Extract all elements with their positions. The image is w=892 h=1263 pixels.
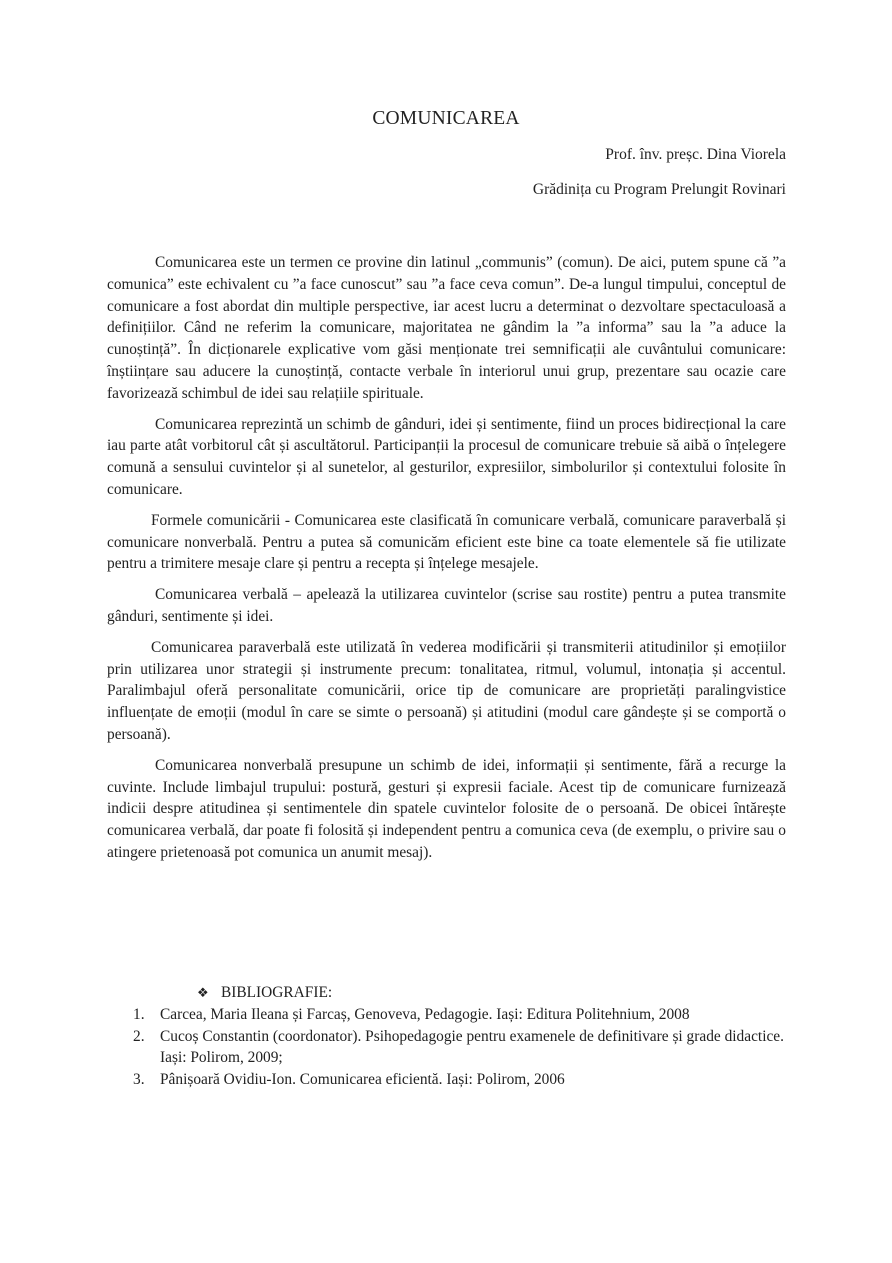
bibliography-title: BIBLIOGRAFIE: [221, 984, 333, 1001]
item-text: Cucoș Constantin (coordonator). Psihopedagogie pentru examenele de definitivare și grade didactice. Iași: Polirom, 2009; [160, 1027, 784, 1067]
paragraph-forms: Formele comunicării - Comunicarea este clasificată în comunicare verbală, comunicare paraverbală și comunicare nonverbală. Pentru a putea să comunicăm eficient este bine ca toate elementele să fie utilizate pentru a trimitere mesaje clare și pentru a recepta și înțelege mesajele. [107, 511, 786, 573]
item-number: 3. [133, 1071, 145, 1089]
bibliography-section [107, 982, 797, 1091]
item-text: Pânișoară Ovidiu-Ion. Comunicarea eficientă. Iași: Polirom, 2006 [160, 1071, 565, 1089]
author-line: Prof. înv. preșc. Dina Viorela [605, 146, 786, 163]
body-text [107, 252, 786, 873]
item-number: 1. [133, 1005, 145, 1023]
item-number: 2. [133, 1027, 145, 1045]
bibliography-item [107, 1026, 797, 1070]
bibliography-heading [197, 982, 797, 1004]
bibliography-item [107, 1004, 797, 1026]
bibliography-list [107, 1004, 797, 1091]
paragraph-verbal: Comunicarea verbală – apelează la utilizarea cuvintelor (scrise sau rostite) pentru a putea transmite gânduri, sentimente și idei. [107, 586, 786, 625]
paragraph-definition: Comunicarea reprezintă un schimb de gânduri, idei și sentimente, fiind un proces bidirecțional la care iau parte atât vorbitorul cât și ascultătorul. Participanții la procesul de comunicare trebuie să aibă o înțelegere comună a sensului cuvintelor și al sunetelor, al gesturilor, expresiilor, simbolurilor și contextului folosite în comunicare. [107, 415, 786, 498]
bibliography-item [107, 1069, 797, 1091]
item-text: Carcea, Maria Ileana și Farcaș, Genoveva, Pedagogie. Iași: Editura Politehnium, 2008 [160, 1005, 690, 1023]
paragraph-paraverbal: Comunicarea paraverbală este utilizată în vederea modificării și transmiterii atitudinilor și emoțiilor prin utilizarea unor strategii și instrumente precum: tonalitatea, ritmul, volumul, intonația și accentul. Paralimbajul oferă personalitate comunicării, orice tip de comunicare are proprietăți paralingvistice influențate de emoții (modul în care se simte o persoană) și atitudini (modul care gândește și se comportă o persoană). [107, 638, 786, 743]
diamond-bullet-icon: ❖ [197, 985, 209, 1000]
paragraph-etymology: Comunicarea este un termen ce provine din latinul „communis” (comun). De aici, putem spune că ”a comunica” este echivalent cu ”a face cunoscut” sau ”a face ceva comun”. De-a lungul timpului, conceptul de comunicare a fost abordat din multiple perspective, iar acest lucru a determinat o dezvoltare spectaculoasă a definițiilor. Când ne referim la comunicare, majoritatea ne gândim la ”a informa” sau la ”a aduce la cunoștință”. În dicționarele explicative vom găsi menționate trei semnificații ale cuvântului comunicare: înștiințare sau aducere la cunoștință, contacte verbale în interiorul unui grup, prezentare sau ocazie care favorizează schimbul de idei sau relațiile spirituale. [107, 254, 786, 402]
page-title: COMUNICAREA [372, 108, 520, 129]
institution-line: Grădinița cu Program Prelungit Rovinari [532, 181, 786, 198]
paragraph-nonverbal: Comunicarea nonverbală presupune un schimb de idei, informații și sentimente, fără a recurge la cuvinte. Include limbajul trupului: postură, gesturi și expresii faciale. Acest tip de comunicare furnizează indicii despre atitudinea și sentimentele din spatele cuvintelor folosite de o persoană. De obicei întărește comunicarea verbală, dar poate fi folosită și independent pentru a comunica ceva (de exemplu, o privire sau o atingere prietenoasă pot comunica un anumit mesaj). [107, 756, 786, 861]
